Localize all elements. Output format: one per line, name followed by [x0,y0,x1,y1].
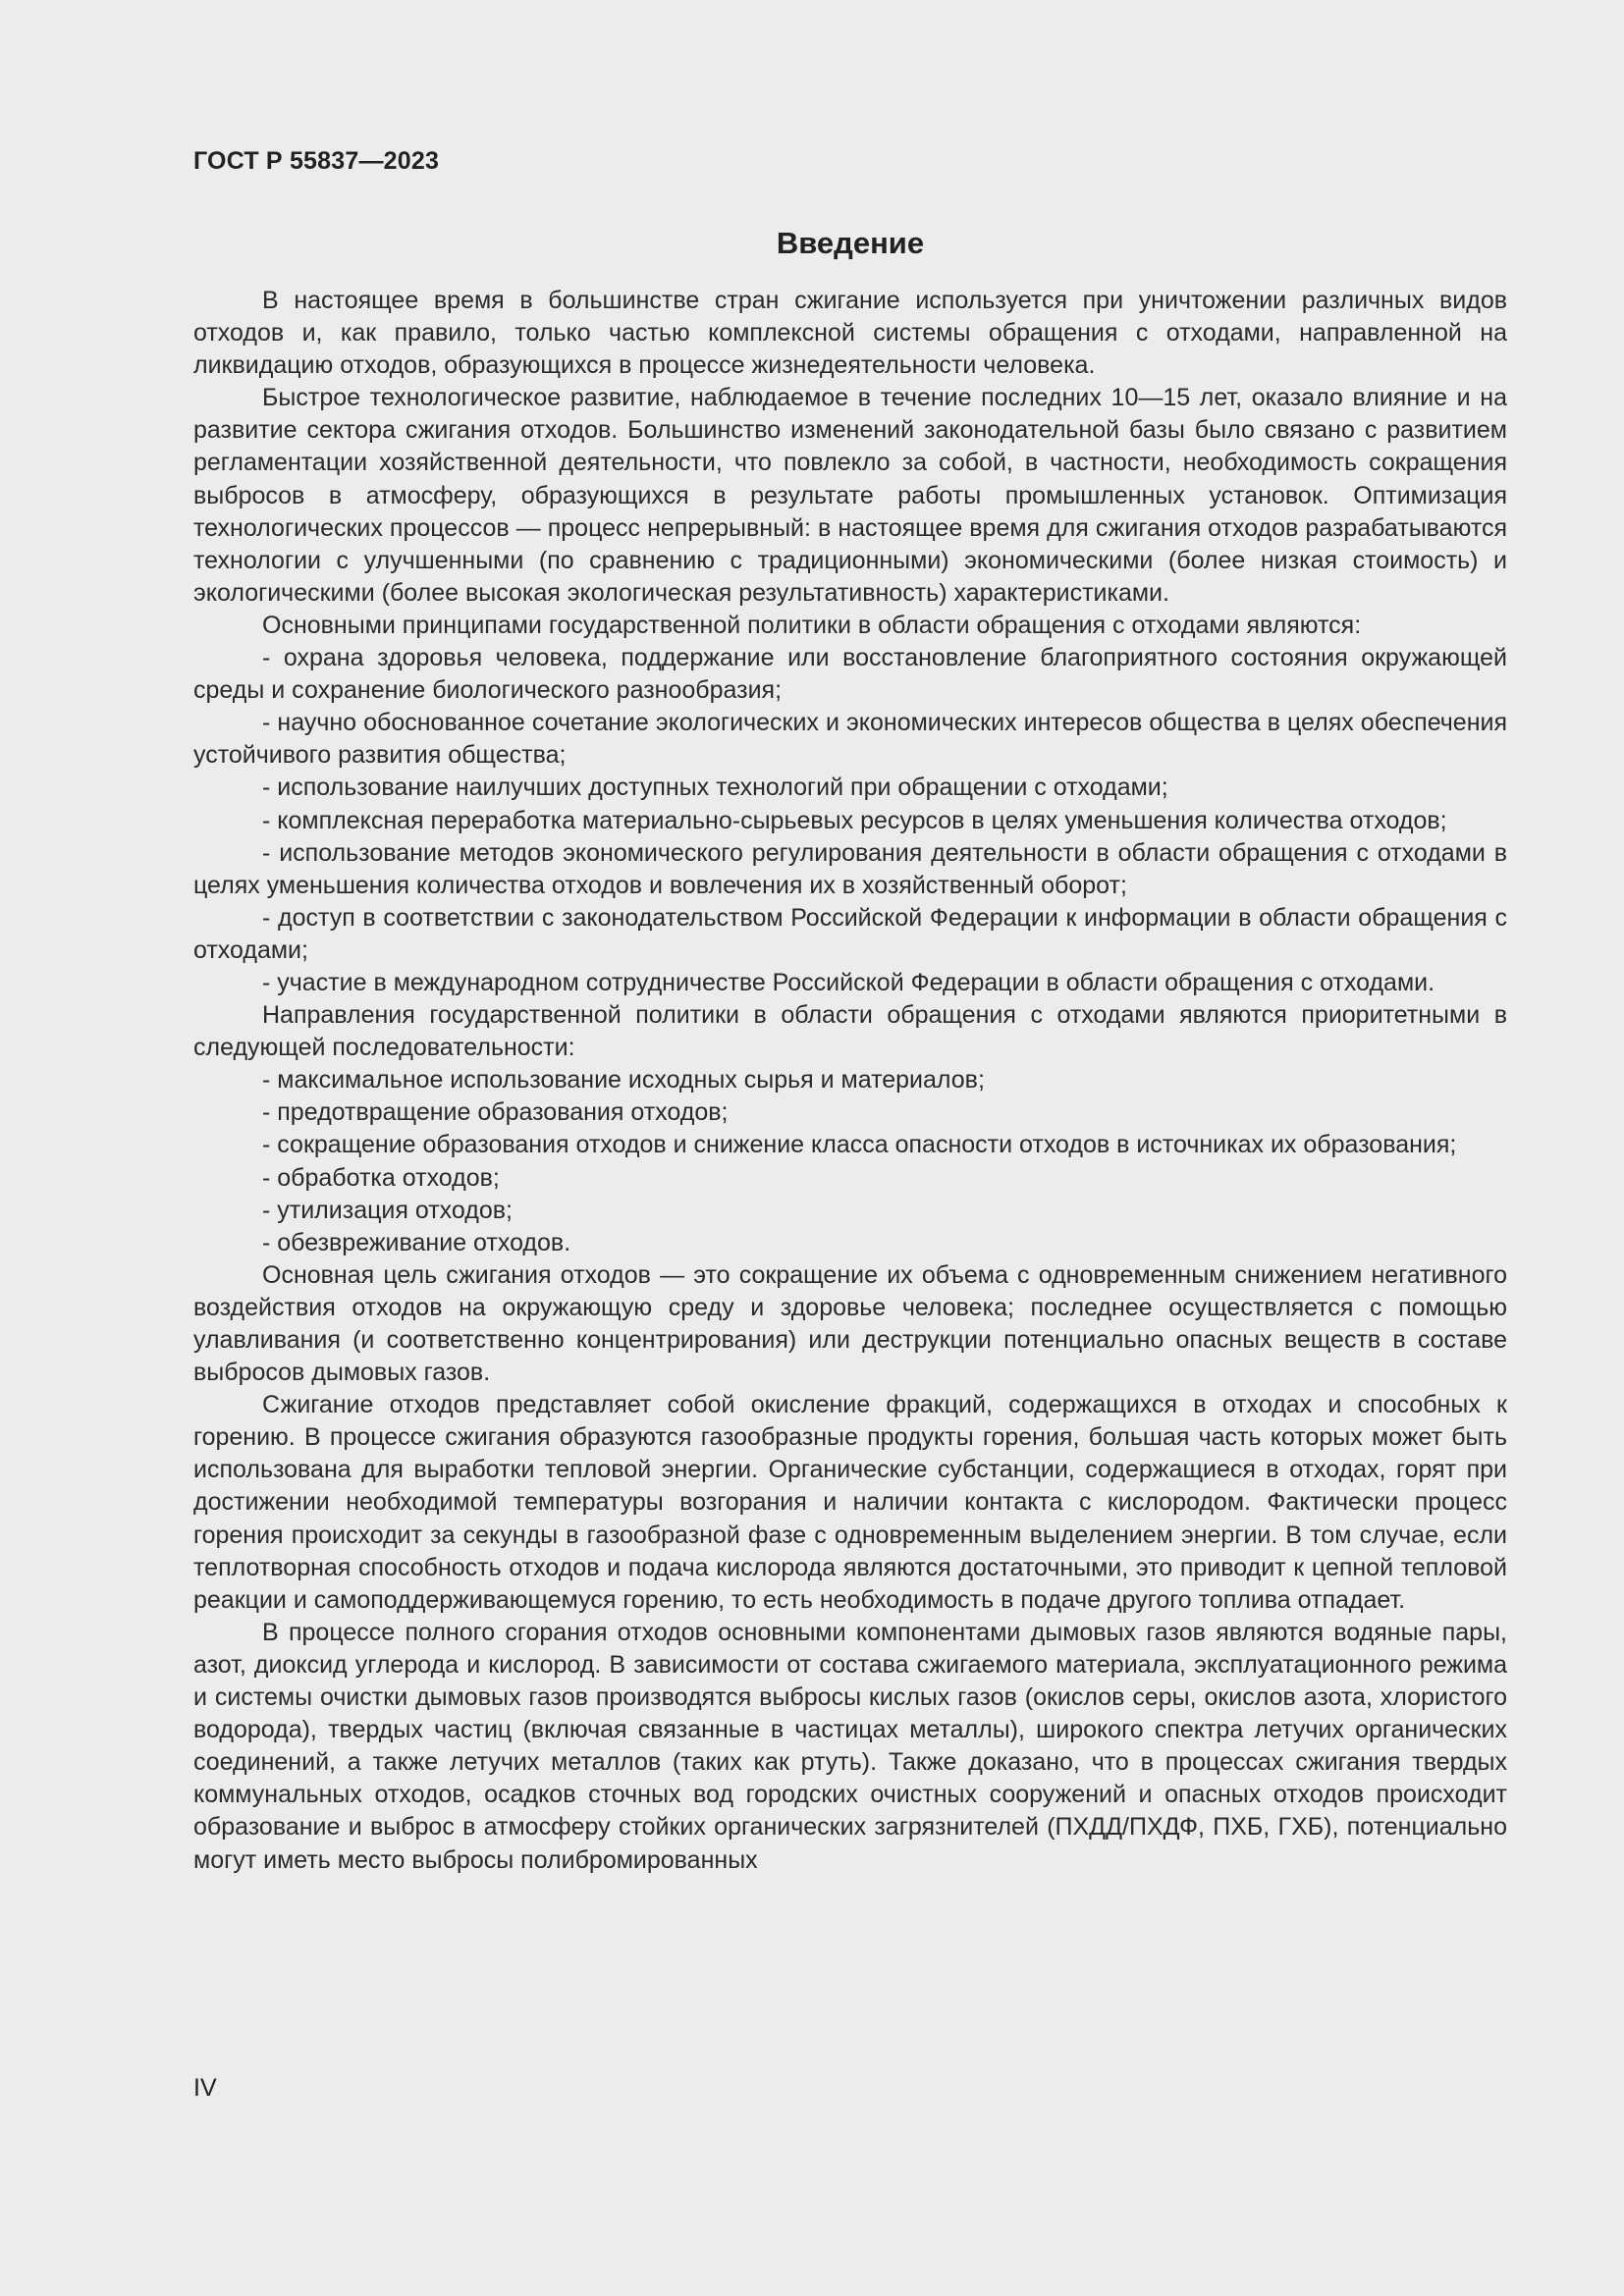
paragraph: В процессе полного сгорания отходов основными компонентами дымовых газов являются водяные пары, азот, диоксид углерода и кислород. В зависимости от состава сжигаемого материала, эксплуатационного режима и системы очистки дымовых газов производятся выбросы кислых газов (окислов серы, окислов азота, хлористого водорода), твердых частиц (включая связанные в частицах металлы), широкого спектра летучих органических соединений, а также летучих металлов (таких как ртуть). Также доказано, что в процессах сжигания твердых коммунальных отходов, осадков сточных вод городских очистных сооружений и опасных отходов происходит образование и выброс в атмосферу стойких органических загрязнителей (ПХДД/ПХДФ, ПХБ, ГХБ), потенциально могут иметь место выбросы полибромированных [193,1618,1507,1874]
list-item: - сокращение образования отходов и снижение класса опасности отходов в источниках их образования; [262,1131,1457,1159]
list-item: - охрана здоровья человека, поддержание или восстановление благоприятного состояния окружающей среды и сохранение биологического разнообразия; [193,644,1507,705]
paragraph: В настоящее время в большинстве стран сжигание используется при уничтожении различных видов отходов и, как правило, только частью комплексной системы обращения с отходами, направленной на ликвидацию отходов, образующихся в процессе жизнедеятельности человека. [193,287,1507,380]
list-item: - обезвреживание отходов. [262,1228,571,1256]
document-code-header: ГОСТ Р 55837—2023 [193,147,440,175]
list-item: - доступ в соответствии с законодательством Российской Федерации к информации в области обращения с отходами; [193,903,1507,964]
list-item: - комплексная переработка материально-сырьевых ресурсов в целях уменьшения количества отходов; [262,806,1447,834]
list-item: - максимальное использование исходных сырья и материалов; [262,1066,985,1095]
paragraph: Сжигание отходов представляет собой окисление фракций, содержащихся в отходах и способных к горению. В процессе сжигания образуются газообразные продукты горения, большая часть которых может быть использована для выработки тепловой энергии. Органические субстанции, содержащиеся в отходах, горят при достижении необходимой температуры возгорания и наличии контакта с кислородом. Фактически процесс горения происходит за секунды в газообразной фазе с одновременным выделением энергии. В том случае, если теплотворная способность отходов и подача кислорода являются достаточными, это приводит к цепной тепловой реакции и самоподдерживающемуся горению, то есть необходимость в подаче другого топлива отпадает. [193,1391,1507,1614]
list-item: - использование наилучших доступных технологий при обращении с отходами; [262,774,1168,802]
paragraph: Направления государственной политики в области обращения с отходами являются приоритетными в следующей последовательности: [193,1001,1507,1062]
list-item: - утилизация отходов; [262,1196,513,1224]
list-item: - предотвращение образования отходов; [262,1098,729,1127]
list-item: - участие в международном сотрудничестве Российской Федерации в области обращения с отходами. [262,968,1435,996]
paragraph: Основными принципами государственной политики в области обращения с отходами являются: [262,611,1362,639]
section-title: Введение [776,226,925,260]
paragraph: Быстрое технологическое развитие, наблюдаемое в течение последних 10—15 лет, оказало влияние и на развитие сектора сжигания отходов. Большинство изменений законодательной базы было связано с развитием регламентации хозяйственной деятельности, что повлекло за собой, в частности, необходимость сокращения выбросов в атмосферу, образующихся в результате работы промышленных установок. Оптимизация технологических процессов — процесс непрерывный: в настоящее время для сжигания отходов разрабатываются технологии с улучшенными (по сравнению с традиционными) экономическими (более низкая стоимость) и экологическими (более высокая экологическая результативность) характеристиками. [193,384,1507,607]
paragraph: Основная цель сжигания отходов — это сокращение их объема с одновременным снижением негативного воздействия отходов на окружающую среду и здоровье человека; последнее осуществляется с помощью улавливания (и соответственно концентрирования) или деструкции потенциально опасных веществ в составе выбросов дымовых газов. [193,1260,1507,1387]
list-item: - использование методов экономического регулирования деятельности в области обращения с отходами в целях уменьшения количества отходов и вовлечения их в хозяйственный оборот; [193,838,1507,899]
list-item: - обработка отходов; [262,1163,500,1192]
body-text [193,285,1507,1877]
list-item: - научно обоснованное сочетание экологических и экономических интересов общества в целях обеспечения устойчивого развития общества; [193,709,1507,770]
page-number: IV [193,2074,217,2102]
